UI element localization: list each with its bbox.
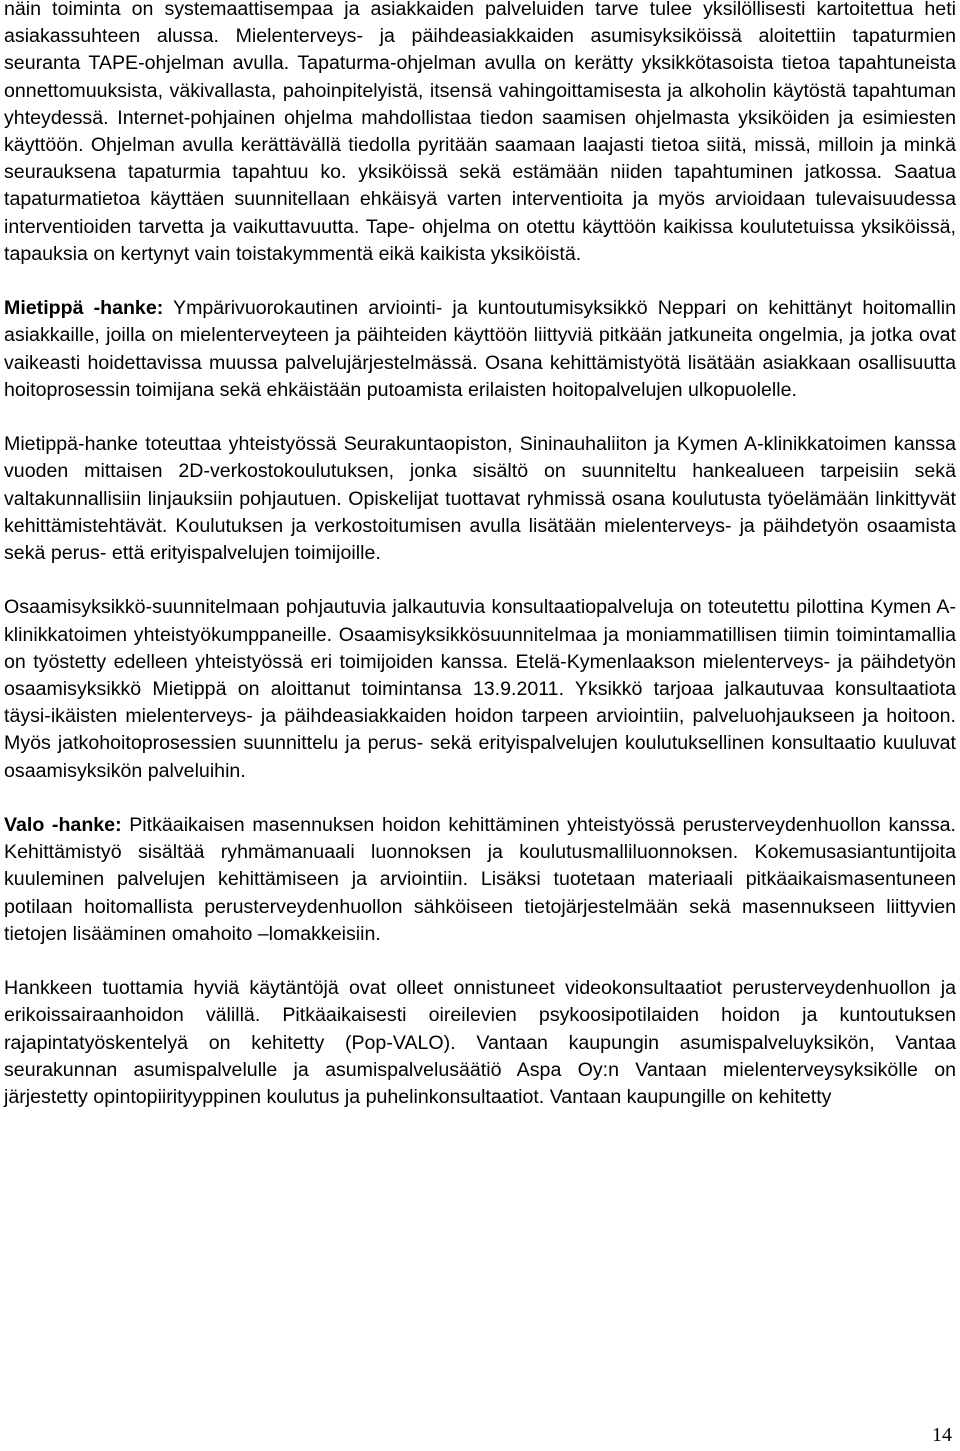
paragraph-mietippa-training <box>4 431 956 567</box>
paragraph-text: Mietippä-hanke toteuttaa yhteistyössä Seurakuntaopiston, Sininauhaliiton ja Kymen A-klinikkatoimen kanssa vuoden mittaisen 2D-verkostokoulutuksen, jonka sisältö on suunniteltu hankealueen tarpeisiin sekä valtakunnallisiin linjauksiin pohjautuen. Opiskelijat tuottavat ryhmissä osana koulutusta työelämään linkittyvät kehittämistehtävät. Koulutuksen ja verkostoitumisen avulla lisätään mielenterveys- ja päihdetyön osaamista sekä perus- että erityispalvelujen toimijoille. <box>4 433 956 565</box>
paragraph-text: näin toiminta on systemaattisempaa ja asiakkaiden palveluiden tarve tulee yksilöllisesti kartoitettua heti asiakassuhteen alussa. Mielenterveys- ja päihdeasiakkaiden asumisyksiköissä aloitettiin tapaturmien seuranta TAPE-ohjelman avulla. Tapaturma-ohjelman avulla on kerätty yksikkötasoista tietoa tapahtuneista onnettomuuksista, väkivallasta, pahoinpitelyistä, itsensä vahingoittamisesta ja alkoholin käytöstä tapahtuman yhteydessä. Internet-pohjainen ohjelma mahdollistaa tiedon saamisen ohjelmasta yksiköiden ja esimiesten käyttöön. Ohjelman avulla kerättävällä tiedolla pyritään saamaan laajasti tietoa siitä, missä, milloin ja minkä seurauksena tapaturmia tapahtuu ko. yksiköissä sekä estämään niiden tapahtuminen jatkossa. Saatua tapaturmatietoa käyttäen suunnitellaan ehkäisyä varten interventioita ja myös arvioidaan tulevaisuudessa interventioiden tarvetta ja vaikuttavuutta. Tape- ohjelma on otettu käyttöön kaikissa koulutetuissa yksiköissä, tapauksia on kertynyt vain toistakymmentä eikä kaikista yksiköistä. <box>4 0 956 265</box>
paragraph-good-practices <box>4 975 956 1111</box>
paragraph-valo-hanke <box>4 812 956 948</box>
paragraph-text: Hankkeen tuottamia hyviä käytäntöjä ovat olleet onnistuneet videokonsultaatiot perusterveydenhuollon ja erikoissairaanhoidon välillä. Pitkäaikaisesti oireilevien psykoosipotilaiden hoidon ja kuntoutuksen rajapintatyöskentelyä on kehitetty (Pop-VALO). Vantaan kaupungin asumispalveluyksikön, Vantaa seurakunnan asumispalvelulle ja asumispalvelusäätiö Aspa Oy:n Vantaan mielenterveysyksikölle on järjestetty opintopiirityyppinen koulutus ja puhelinkonsultaatiot. Vantaan kaupungille on kehitetty <box>4 977 956 1109</box>
paragraph-lead: Mietippä -hanke: <box>4 297 164 320</box>
paragraph-tape-program <box>4 0 956 268</box>
paragraph-mietippa-hanke <box>4 295 956 404</box>
body-text <box>4 0 956 1138</box>
paragraph-text: Osaamisyksikkö-suunnitelmaan pohjautuvia jalkautuvia konsultaatiopalveluja on toteutettu pilottina Kymen A-klinikkatoimen yhteistyökumppaneille. Osaamisyksikkösuunnitelmaa ja moniammatillisen tiimin toimintamallia on työstetty edelleen yhteistyössä eri toimijoiden kanssa. Etelä-Kymenlaakson mielenterveys- ja päihdetyön osaamisyksikkö Mietippä on aloittanut toimintansa 13.9.2011. Yksikkö tarjoaa jalkautuvaa konsultaatiota täysi-ikäisten mielenterveys- ja päihdeasiakkaiden hoidon tarpeen arviointiin, palveluohjaukseen ja hoitoon. Myös jatkohoitoprosessien suunnittelu ja perus- sekä erityispalvelujen koulutuksellinen konsultaatio kuuluvat osaamisyksikön palveluihin. <box>4 596 956 782</box>
paragraph-osaamisyksikko <box>4 594 956 784</box>
page-number: 14 <box>932 1424 952 1446</box>
paragraph-text: Ympärivuorokautinen arviointi- ja kuntoutumisyksikkö Neppari on kehittänyt hoitomallin asiakkaille, joilla on mielenterveyteen ja päihteiden käyttöön liittyviä pitkään jatkuneita ongelmia, ja jotka ovat vaikeasti hoidettavissa muussa palvelujärjestelmässä. Osana kehittämistyötä lisätään asiakkaan osallisuutta hoitoprosessin toimijana sekä ehkäistään putoamista erilaisten hoitopalvelujen ulkopuolelle. <box>4 297 956 401</box>
paragraph-text: Pitkäaikaisen masennuksen hoidon kehittäminen yhteistyössä perusterveydenhuollon kanssa. Kehittämistyö sisältää ryhmämanuaali luonnoksen ja koulutusmalliluonnoksen. Kokemusasiantuntijoita kuuleminen palvelujen kehittämiseen ja arviointiin. Lisäksi tuotetaan materiaali pitkäaikaismasentuneen potilaan hoitomallista perusterveydenhuollon sähköiseen tietojärjestelmään sekä masennukseen liittyvien tietojen lisääminen omahoito –lomakkeisiin. <box>4 814 956 945</box>
paragraph-lead: Valo -hanke: <box>4 814 122 837</box>
